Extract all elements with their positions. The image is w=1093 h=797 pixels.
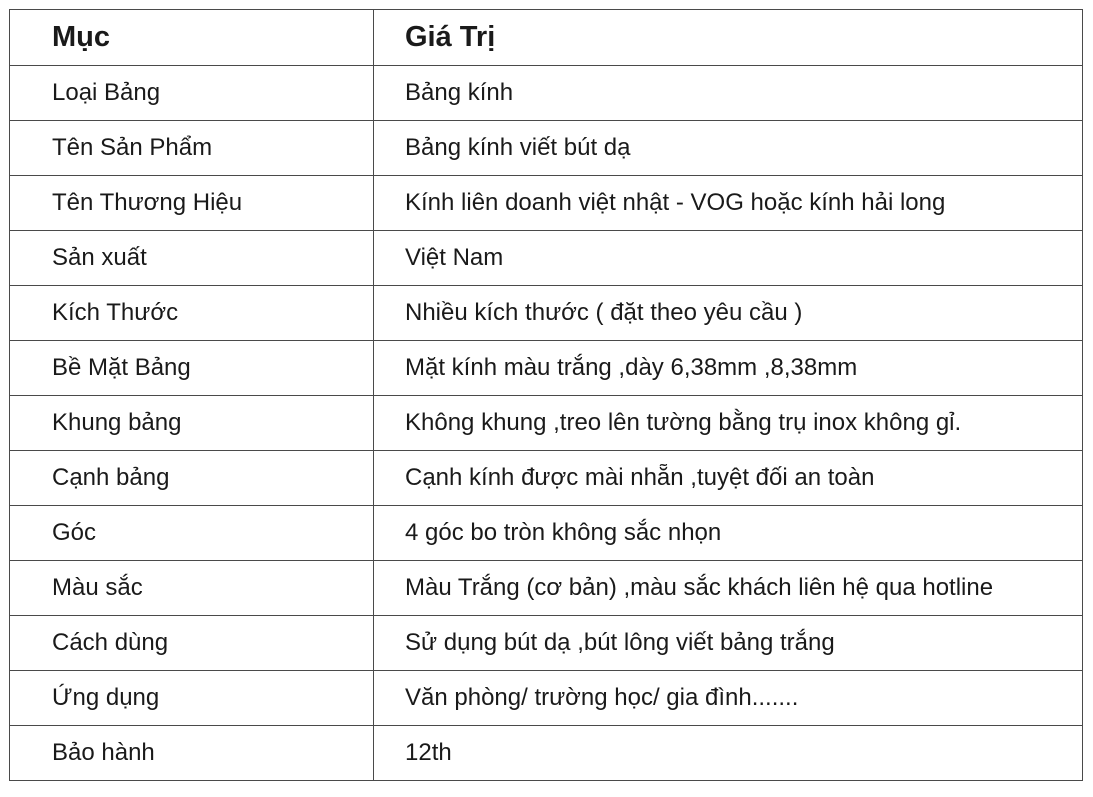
row-value: Sử dụng bút dạ ,bút lông viết bảng trắng (374, 616, 1083, 671)
row-label: Cạnh bảng (10, 451, 374, 506)
row-value: Bảng kính (374, 66, 1083, 121)
table-row (10, 176, 1083, 231)
row-value: Kính liên doanh việt nhật - VOG hoặc kính hải long (374, 176, 1083, 231)
row-label: Loại Bảng (10, 66, 374, 121)
table-row (10, 341, 1083, 396)
table-row (10, 616, 1083, 671)
header-muc: Mục (10, 10, 374, 66)
row-value: 4 góc bo tròn không sắc nhọn (374, 506, 1083, 561)
table-row (10, 451, 1083, 506)
row-value: Không khung ,treo lên tường bằng trụ inox không gỉ. (374, 396, 1083, 451)
table-row (10, 671, 1083, 726)
row-label: Cách dùng (10, 616, 374, 671)
table-header-row (10, 10, 1083, 66)
row-value: Văn phòng/ trường học/ gia đình....... (374, 671, 1083, 726)
row-label: Tên Thương Hiệu (10, 176, 374, 231)
row-value: Cạnh kính được mài nhẵn ,tuyệt đối an toàn (374, 451, 1083, 506)
spec-table (9, 9, 1083, 781)
header-gia-tri: Giá Trị (374, 10, 1083, 66)
row-label: Bề Mặt Bảng (10, 341, 374, 396)
row-label: Ứng dụng (10, 671, 374, 726)
row-label: Kích Thước (10, 286, 374, 341)
row-label: Góc (10, 506, 374, 561)
table-row (10, 506, 1083, 561)
row-value: Bảng kính viết bút dạ (374, 121, 1083, 176)
table-row (10, 561, 1083, 616)
row-value: Việt Nam (374, 231, 1083, 286)
row-value: 12th (374, 726, 1083, 781)
row-value: Nhiều kích thước ( đặt theo yêu cầu ) (374, 286, 1083, 341)
table-row (10, 231, 1083, 286)
table-row (10, 66, 1083, 121)
row-label: Khung bảng (10, 396, 374, 451)
table-row (10, 396, 1083, 451)
row-label: Màu sắc (10, 561, 374, 616)
row-label: Tên Sản Phẩm (10, 121, 374, 176)
table-row (10, 121, 1083, 176)
row-label: Bảo hành (10, 726, 374, 781)
row-label: Sản xuất (10, 231, 374, 286)
row-value: Màu Trắng (cơ bản) ,màu sắc khách liên hệ qua hotline (374, 561, 1083, 616)
row-value: Mặt kính màu trắng ,dày 6,38mm ,8,38mm (374, 341, 1083, 396)
table-row (10, 286, 1083, 341)
table-row (10, 726, 1083, 781)
